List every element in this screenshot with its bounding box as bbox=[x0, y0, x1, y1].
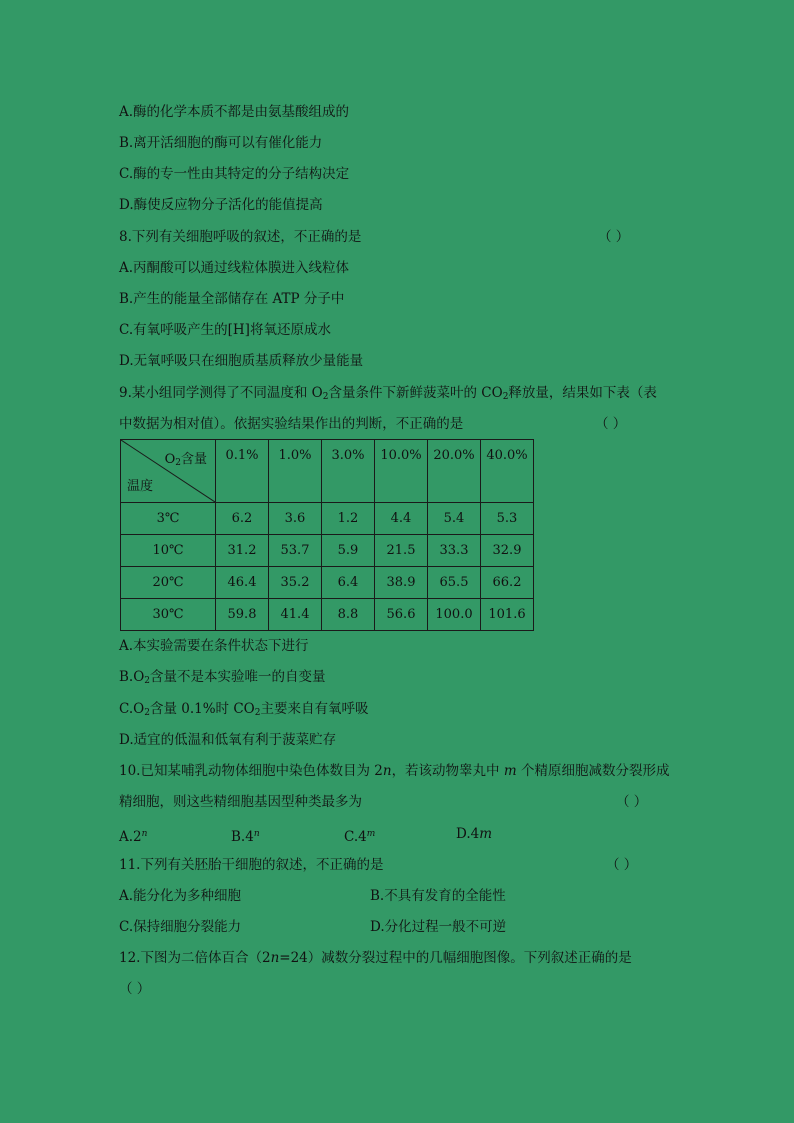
q7-option-b: B.离开活细胞的酶可以有催化能力 bbox=[119, 135, 323, 151]
row-label: 30℃ bbox=[121, 599, 216, 631]
q7-option-c: C.酶的专一性由其特定的分子结构决定 bbox=[119, 166, 350, 182]
q10-option-c: C.4$^m$ bbox=[344, 829, 376, 845]
table-cell: 66.2 bbox=[481, 567, 534, 599]
table-cell: 5.4 bbox=[428, 503, 481, 535]
q10-option-a: A.2$^n$ bbox=[119, 829, 148, 845]
q10-option-d: D.4m bbox=[456, 826, 493, 842]
q8-option-d: D.无氧呼吸只在细胞质基质释放少量能量 bbox=[119, 353, 364, 369]
q11-option-c: C.保持细胞分裂能力 bbox=[119, 919, 242, 935]
q12-answer-paren: （ ） bbox=[119, 981, 151, 997]
table-cell: 100.0 bbox=[428, 599, 481, 631]
q9-option-d: D.适宜的低温和低氧有利于菠菜贮存 bbox=[119, 732, 337, 748]
table-cell: 38.9 bbox=[375, 567, 428, 599]
column-header: 0.1% bbox=[216, 440, 269, 503]
table-cell: 6.4 bbox=[322, 567, 375, 599]
row-label: 20℃ bbox=[121, 567, 216, 599]
q10-answer-paren: （ ） bbox=[616, 794, 648, 810]
table-cell: 35.2 bbox=[269, 567, 322, 599]
q11-stem: 11.下列有关胚胎干细胞的叙述，不正确的是 bbox=[119, 857, 384, 873]
table-row bbox=[121, 535, 534, 567]
q11-option-d: D.分化过程一般不可逆 bbox=[370, 919, 507, 935]
table-cell: 41.4 bbox=[269, 599, 322, 631]
table-cell: 4.4 bbox=[375, 503, 428, 535]
table-cell: 33.3 bbox=[428, 535, 481, 567]
column-header: 1.0% bbox=[269, 440, 322, 503]
table-cell: 6.2 bbox=[216, 503, 269, 535]
q9-data-table bbox=[120, 439, 534, 631]
table-cell: 21.5 bbox=[375, 535, 428, 567]
table-cell: 101.6 bbox=[481, 599, 534, 631]
column-header: 40.0% bbox=[481, 440, 534, 503]
table-row bbox=[121, 599, 534, 631]
corner-temp-label: 温度 bbox=[127, 479, 154, 494]
q10-option-b: B.4$^n$ bbox=[231, 829, 260, 845]
table-corner-cell bbox=[121, 440, 216, 503]
q12-stem: 12.下图为二倍体百合（2n=24）减数分裂过程中的几幅细胞图像。下列叙述正确的是 bbox=[119, 950, 632, 966]
table-cell: 53.7 bbox=[269, 535, 322, 567]
table-row bbox=[121, 503, 534, 535]
table-cell: 5.3 bbox=[481, 503, 534, 535]
row-label: 3℃ bbox=[121, 503, 216, 535]
table-cell: 32.9 bbox=[481, 535, 534, 567]
table-cell: 1.2 bbox=[322, 503, 375, 535]
row-label: 10℃ bbox=[121, 535, 216, 567]
q9-option-c: $C.O_2$含量 0.1%时 $CO_2$主要来自有氧呼吸 bbox=[119, 701, 369, 718]
column-header: 20.0% bbox=[428, 440, 481, 503]
column-header: 10.0% bbox=[375, 440, 428, 503]
table-cell: 31.2 bbox=[216, 535, 269, 567]
q7-option-a: A.酶的化学本质不都是由氨基酸组成的 bbox=[119, 104, 350, 120]
table-cell: 56.6 bbox=[375, 599, 428, 631]
table-cell: 59.8 bbox=[216, 599, 269, 631]
q8-answer-paren: （ ） bbox=[598, 229, 630, 245]
table-row bbox=[121, 567, 534, 599]
corner-o2-label: $O_2$含量 bbox=[164, 452, 207, 468]
q11-option-b: B.不具有发育的全能性 bbox=[370, 888, 506, 904]
q11-option-a: A.能分化为多种细胞 bbox=[119, 888, 242, 904]
q8-option-a: A.丙酮酸可以通过线粒体膜进入线粒体 bbox=[119, 260, 350, 276]
q7-option-d: D.酶使反应物分子活化的能值提高 bbox=[119, 197, 323, 213]
q10-stem-line1: 10.已知某哺乳动物体细胞中染色体数目为 2n，若该动物睾丸中 m 个精原细胞减数分裂形成 bbox=[119, 763, 670, 779]
table-cell: 5.9 bbox=[322, 535, 375, 567]
q9-option-b: $B.O_2$含量不是本实验唯一的自变量 bbox=[119, 669, 326, 686]
q10-stem-line2: 精细胞，则这些精细胞基因型种类最多为 bbox=[119, 794, 362, 810]
q8-option-c: C.有氧呼吸产生的[H]将氧还原成水 bbox=[119, 322, 331, 338]
q9-stem-line1: 9.某小组同学测得了不同温度和 $O_2$含量条件下新鲜菠菜叶的 $CO_2$释放量，结果如下表（表 bbox=[119, 385, 657, 402]
q9-answer-paren: （ ） bbox=[595, 416, 627, 432]
q11-answer-paren: （ ） bbox=[606, 857, 638, 873]
table-cell: 3.6 bbox=[269, 503, 322, 535]
table-cell: 46.4 bbox=[216, 567, 269, 599]
q9-option-a: A.本实验需要在条件状态下进行 bbox=[119, 638, 309, 654]
q8-stem: 8.下列有关细胞呼吸的叙述，不正确的是 bbox=[119, 229, 362, 245]
table-header-row bbox=[121, 440, 534, 503]
q9-stem-line2: 中数据为相对值）。依据实验结果作出的判断，不正确的是 bbox=[119, 416, 464, 432]
q8-option-b: B.产生的能量全部储存在 ATP 分子中 bbox=[119, 291, 345, 307]
table-cell: 8.8 bbox=[322, 599, 375, 631]
table-cell: 65.5 bbox=[428, 567, 481, 599]
column-header: 3.0% bbox=[322, 440, 375, 503]
